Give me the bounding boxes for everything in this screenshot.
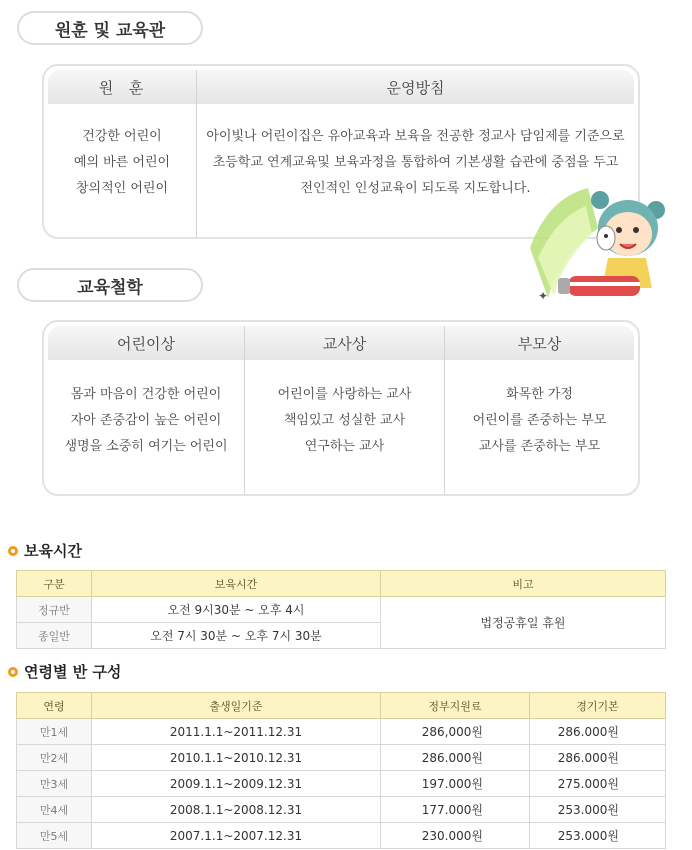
birth-cell: 2010.1.1~2010.12.31 <box>92 745 381 771</box>
parent-ideal-header: 부모상 <box>517 334 562 353</box>
column-header: 구분 <box>17 571 92 597</box>
age-cell: 만5세 <box>17 823 92 849</box>
birth-cell: 2007.1.1~2007.12.31 <box>92 823 381 849</box>
orange-circle-bullet-icon <box>8 546 18 556</box>
girl-character-illustration <box>528 178 668 312</box>
list-item: 어린이를 사랑하는 교사 <box>277 387 412 402</box>
motto-box-header <box>48 70 634 104</box>
child-ideal-header: 어린이상 <box>48 326 245 360</box>
list-item: 교사를 존중하는 부모 <box>478 439 601 454</box>
class-type: 정규반 <box>17 597 92 623</box>
policy-line: 전인적인 인성교육이 되도록 지도합니다. <box>300 181 531 196</box>
list-item: 자아 존중감이 높은 어린이 <box>70 413 222 428</box>
motto-list <box>48 104 197 238</box>
motto-header: 원 훈 <box>48 70 197 104</box>
classes-table <box>16 692 666 849</box>
class-type: 종일반 <box>17 623 92 649</box>
list-item: 화목한 가정 <box>506 387 573 402</box>
column-header: 정부지원료 <box>381 693 530 719</box>
child-ideal-list <box>48 360 245 496</box>
hours-title: 보육시간 <box>24 542 82 560</box>
list-item: 어린이를 존중하는 부모 <box>472 413 607 428</box>
class-time: 오전 9시30분 ~ 오후 4시 <box>92 597 381 623</box>
column-header: 비고 <box>381 571 666 597</box>
basic-fee-cell: 253.000원 <box>530 797 666 823</box>
age-cell: 만2세 <box>17 745 92 771</box>
age-cell: 만4세 <box>17 797 92 823</box>
basic-fee-cell: 286.000원 <box>530 719 666 745</box>
list-item: 생명을 소중히 여기는 어린이 <box>64 439 228 454</box>
class-time: 오전 7시 30분 ~ 오후 7시 30분 <box>92 623 381 649</box>
section-title-motto: 원훈 및 교육관 <box>17 11 203 45</box>
column-header: 보육시간 <box>92 571 381 597</box>
table-row <box>17 771 666 797</box>
gov-support-cell: 230.000원 <box>381 823 530 849</box>
table-row <box>17 823 666 849</box>
policy-line: 초등학교 연계교육및 보육과정을 통합하여 기본생활 습관에 중점을 두고 <box>212 155 619 170</box>
list-item: 몸과 마음이 건강한 어린이 <box>70 387 222 402</box>
age-cell: 만1세 <box>17 719 92 745</box>
teacher-ideal-list <box>245 360 445 496</box>
teacher-ideal-header: 교사상 <box>245 326 445 360</box>
column-header: 출생일기준 <box>92 693 381 719</box>
basic-fee-cell: 286.000원 <box>530 745 666 771</box>
table-row <box>17 745 666 771</box>
table-row <box>17 597 666 623</box>
motto-line: 예의 바른 어린이 <box>73 155 171 170</box>
birth-cell: 2011.1.1~2011.12.31 <box>92 719 381 745</box>
classes-section-title <box>8 661 121 682</box>
gov-support-cell: 286,000원 <box>381 719 530 745</box>
gov-support-cell: 286.000원 <box>381 745 530 771</box>
orange-circle-bullet-icon <box>8 667 18 677</box>
philosophy-box <box>42 320 640 496</box>
basic-fee-cell: 253.000원 <box>530 823 666 849</box>
policy-line: 아이빛나 어린이집은 유아교육과 보육을 전공한 정교사 담임제를 기준으로 <box>206 129 625 144</box>
hours-section-title <box>8 540 82 561</box>
list-item: 연구하는 교사 <box>304 439 385 454</box>
table-row <box>17 719 666 745</box>
gov-support-cell: 177.000원 <box>381 797 530 823</box>
table-header-row <box>17 571 666 597</box>
hours-note: 법정공휴일 휴원 <box>381 597 666 649</box>
classes-title: 연령별 반 구성 <box>24 663 122 681</box>
column-header: 연령 <box>17 693 92 719</box>
motto-line: 건강한 어린이 <box>82 129 162 144</box>
parent-ideal-list <box>445 360 634 496</box>
basic-fee-cell: 275.000원 <box>530 771 666 797</box>
table-header-row <box>17 693 666 719</box>
list-item: 책임있고 성실한 교사 <box>283 413 406 428</box>
gov-support-cell: 197.000원 <box>381 771 530 797</box>
motto-line: 창의적인 어린이 <box>75 181 169 196</box>
birth-cell: 2008.1.1~2008.12.31 <box>92 797 381 823</box>
column-header: 경기기본 <box>530 693 666 719</box>
policy-header: 운영방침 <box>386 78 445 97</box>
birth-cell: 2009.1.1~2009.12.31 <box>92 771 381 797</box>
section-title-philosophy: 교육철학 <box>17 268 203 302</box>
svg-text:✦: ✦ <box>538 289 549 303</box>
philosophy-box-header <box>48 326 634 360</box>
table-row <box>17 797 666 823</box>
hours-table <box>16 570 666 649</box>
age-cell: 만3세 <box>17 771 92 797</box>
